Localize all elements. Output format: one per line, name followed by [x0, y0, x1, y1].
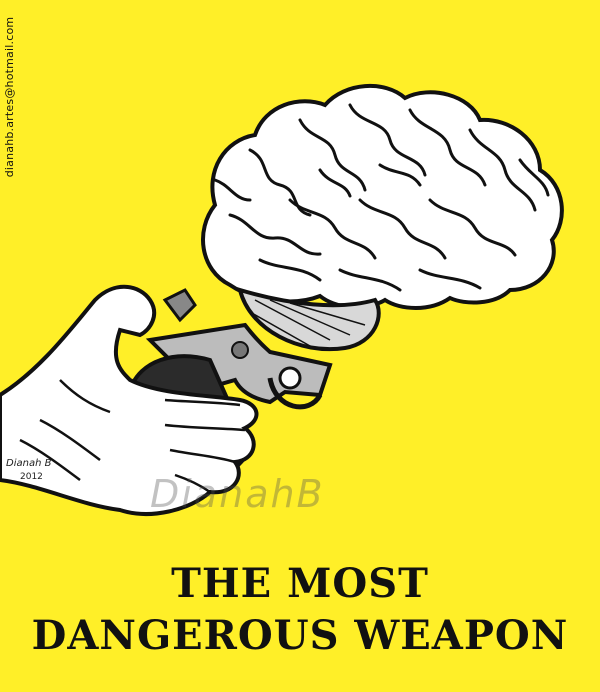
headline-line-1: THE MOST — [171, 560, 429, 607]
watermark: DianahB — [150, 472, 325, 516]
artist-contact: dianahb.artes@hotmail.com — [3, 16, 16, 178]
signature-year: 2012 — [20, 472, 43, 482]
artist-signature: Dianah B — [6, 458, 52, 469]
brain-icon — [203, 86, 562, 349]
headline-line-2: DANGEROUS WEAPON — [31, 612, 569, 659]
